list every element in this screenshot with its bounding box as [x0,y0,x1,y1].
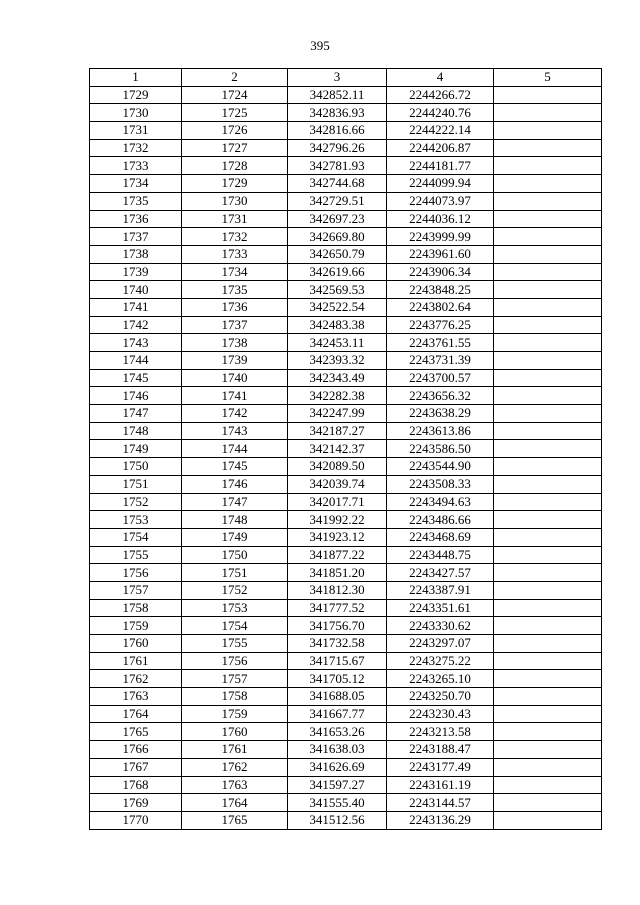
table-cell-col-4: 2243638.29 [387,405,494,423]
table-row [90,564,602,582]
table-cell-col-3: 341732.58 [288,635,387,653]
table-cell-col-4: 2243700.57 [387,369,494,387]
table-cell-col-2: 1747 [182,493,288,511]
table-cell-col-1: 1730 [90,104,182,122]
table-cell-col-4: 2243961.60 [387,245,494,263]
table-cell-col-2: 1755 [182,635,288,653]
table-cell-col-3: 341777.52 [288,599,387,617]
table-cell-col-4: 2244073.97 [387,192,494,210]
table-row [90,352,602,370]
table-cell-col-5 [494,352,602,370]
table-cell-col-4: 2243761.55 [387,334,494,352]
table-cell-col-3: 342744.68 [288,175,387,193]
table-cell-col-3: 341512.56 [288,811,387,829]
table-cell-col-1: 1754 [90,528,182,546]
table-cell-col-4: 2244240.76 [387,104,494,122]
table-cell-col-4: 2243351.61 [387,599,494,617]
table-row [90,316,602,334]
table-cell-col-2: 1727 [182,139,288,157]
table-row [90,157,602,175]
table-cell-col-5 [494,369,602,387]
table-cell-col-5 [494,794,602,812]
table-cell-col-1: 1758 [90,599,182,617]
table-cell-col-2: 1729 [182,175,288,193]
table-row [90,298,602,316]
table-cell-col-2: 1737 [182,316,288,334]
table-cell-col-5 [494,564,602,582]
table-row [90,210,602,228]
table-cell-col-5 [494,192,602,210]
table-cell-col-1: 1739 [90,263,182,281]
table-cell-col-3: 342282.38 [288,387,387,405]
table-cell-col-5 [494,758,602,776]
table-cell-col-1: 1755 [90,546,182,564]
table-cell-col-2: 1739 [182,352,288,370]
table-cell-col-2: 1733 [182,245,288,263]
table-cell-col-3: 341638.03 [288,741,387,759]
table-cell-col-3: 342142.37 [288,440,387,458]
table-cell-col-4: 2243250.70 [387,688,494,706]
column-header-3: 3 [288,69,387,87]
table-row [90,334,602,352]
table-cell-col-3: 342017.71 [288,493,387,511]
table-cell-col-5 [494,617,602,635]
table-cell-col-5 [494,581,602,599]
table-cell-col-4: 2243656.32 [387,387,494,405]
table-cell-col-5 [494,210,602,228]
table-cell-col-4: 2244266.72 [387,86,494,104]
table-cell-col-4: 2243586.50 [387,440,494,458]
table-cell-col-1: 1742 [90,316,182,334]
table-cell-col-1: 1734 [90,175,182,193]
table-cell-col-2: 1746 [182,475,288,493]
table-row [90,688,602,706]
table-row [90,104,602,122]
table-cell-col-1: 1751 [90,475,182,493]
table-cell-col-2: 1736 [182,298,288,316]
table-cell-col-4: 2243188.47 [387,741,494,759]
column-header-4: 4 [387,69,494,87]
table-cell-col-1: 1745 [90,369,182,387]
table-cell-col-5 [494,528,602,546]
table-cell-col-2: 1724 [182,86,288,104]
table-cell-col-1: 1752 [90,493,182,511]
table-cell-col-1: 1737 [90,228,182,246]
table-cell-col-2: 1745 [182,458,288,476]
table-cell-col-3: 342453.11 [288,334,387,352]
table-row [90,475,602,493]
table-cell-col-5 [494,599,602,617]
table-cell-col-1: 1766 [90,741,182,759]
table-cell-col-4: 2243448.75 [387,546,494,564]
table-cell-col-1: 1767 [90,758,182,776]
coordinates-table [89,68,602,830]
table-row [90,528,602,546]
table-cell-col-3: 342852.11 [288,86,387,104]
table-cell-col-1: 1743 [90,334,182,352]
column-header-1: 1 [90,69,182,87]
table-cell-col-2: 1762 [182,758,288,776]
table-cell-col-2: 1751 [182,564,288,582]
table-row [90,122,602,140]
table-cell-col-3: 342089.50 [288,458,387,476]
table-row [90,139,602,157]
table-cell-col-4: 2243494.63 [387,493,494,511]
table-cell-col-1: 1733 [90,157,182,175]
table-row [90,86,602,104]
table-row [90,741,602,759]
table-cell-col-3: 342039.74 [288,475,387,493]
table-cell-col-2: 1735 [182,281,288,299]
table-cell-col-4: 2243161.19 [387,776,494,794]
table-row [90,546,602,564]
table-row [90,228,602,246]
table-cell-col-1: 1735 [90,192,182,210]
table-cell-col-4: 2243387.91 [387,581,494,599]
page-number: 395 [310,38,330,53]
table-cell-col-3: 341812.30 [288,581,387,599]
table-cell-col-4: 2244036.12 [387,210,494,228]
table-cell-col-3: 341555.40 [288,794,387,812]
table-cell-col-1: 1740 [90,281,182,299]
table-cell-col-1: 1756 [90,564,182,582]
table-cell-col-4: 2243144.57 [387,794,494,812]
table-cell-col-1: 1736 [90,210,182,228]
table-cell-col-4: 2244181.77 [387,157,494,175]
table-cell-col-5 [494,86,602,104]
table-cell-col-5 [494,263,602,281]
table-cell-col-3: 342522.54 [288,298,387,316]
table-row [90,723,602,741]
table-cell-col-5 [494,157,602,175]
table-cell-col-3: 342836.93 [288,104,387,122]
table-cell-col-3: 342343.49 [288,369,387,387]
table-row [90,458,602,476]
table-cell-col-3: 342697.23 [288,210,387,228]
table-cell-col-5 [494,475,602,493]
table-cell-col-1: 1741 [90,298,182,316]
table-cell-col-5 [494,422,602,440]
table-cell-col-2: 1734 [182,263,288,281]
table-cell-col-5 [494,511,602,529]
table-cell-col-1: 1763 [90,688,182,706]
table-cell-col-2: 1765 [182,811,288,829]
table-cell-col-2: 1743 [182,422,288,440]
table-row [90,670,602,688]
table-row [90,263,602,281]
table-cell-col-2: 1758 [182,688,288,706]
table-cell-col-5 [494,334,602,352]
table-row [90,281,602,299]
table-cell-col-3: 341715.67 [288,652,387,670]
table-cell-col-2: 1764 [182,794,288,812]
table-cell-col-2: 1742 [182,405,288,423]
table-row [90,387,602,405]
table-row [90,440,602,458]
table-cell-col-4: 2243427.57 [387,564,494,582]
table-cell-col-1: 1731 [90,122,182,140]
table-row [90,811,602,829]
table-cell-col-2: 1749 [182,528,288,546]
table-cell-col-5 [494,652,602,670]
table-cell-col-3: 342483.38 [288,316,387,334]
table-cell-col-3: 342247.99 [288,405,387,423]
table-cell-col-5 [494,635,602,653]
table-cell-col-2: 1732 [182,228,288,246]
table-cell-col-4: 2243486.66 [387,511,494,529]
table-row [90,192,602,210]
table-cell-col-5 [494,546,602,564]
table-cell-col-5 [494,776,602,794]
table-cell-col-2: 1748 [182,511,288,529]
table-cell-col-1: 1770 [90,811,182,829]
table-cell-col-3: 341923.12 [288,528,387,546]
table-cell-col-1: 1762 [90,670,182,688]
table-cell-col-3: 341705.12 [288,670,387,688]
table-cell-col-4: 2243297.07 [387,635,494,653]
table-cell-col-2: 1744 [182,440,288,458]
table-cell-col-1: 1732 [90,139,182,157]
table-row [90,758,602,776]
table-cell-col-2: 1725 [182,104,288,122]
table-row [90,617,602,635]
table-row [90,245,602,263]
table-cell-col-5 [494,458,602,476]
table-cell-col-3: 342393.32 [288,352,387,370]
table-cell-col-1: 1748 [90,422,182,440]
table-cell-col-2: 1752 [182,581,288,599]
table-cell-col-5 [494,245,602,263]
table-cell-col-2: 1759 [182,705,288,723]
table-cell-col-3: 342796.26 [288,139,387,157]
table-cell-col-1: 1769 [90,794,182,812]
table-cell-col-3: 342781.93 [288,157,387,175]
table-cell-col-2: 1750 [182,546,288,564]
table-cell-col-2: 1730 [182,192,288,210]
table-cell-col-4: 2244206.87 [387,139,494,157]
table-cell-col-1: 1765 [90,723,182,741]
table-cell-col-3: 342729.51 [288,192,387,210]
table-row [90,705,602,723]
table-cell-col-1: 1729 [90,86,182,104]
table-cell-col-1: 1744 [90,352,182,370]
column-header-2: 2 [182,69,288,87]
table-cell-col-3: 342816.66 [288,122,387,140]
table-cell-col-5 [494,175,602,193]
header-row [90,69,602,87]
table-body [90,86,602,829]
table-cell-col-5 [494,705,602,723]
table-cell-col-5 [494,281,602,299]
table-cell-col-2: 1728 [182,157,288,175]
table-cell-col-1: 1746 [90,387,182,405]
table-cell-col-2: 1761 [182,741,288,759]
table-cell-col-2: 1753 [182,599,288,617]
table-cell-col-4: 2243330.62 [387,617,494,635]
table-cell-col-1: 1747 [90,405,182,423]
table-cell-col-4: 2243999.99 [387,228,494,246]
table-cell-col-1: 1760 [90,635,182,653]
table-header [90,69,602,87]
table-cell-col-2: 1763 [182,776,288,794]
table-cell-col-4: 2243275.22 [387,652,494,670]
table-cell-col-4: 2244222.14 [387,122,494,140]
table-cell-col-4: 2243177.49 [387,758,494,776]
table-cell-col-5 [494,493,602,511]
table-cell-col-4: 2243136.29 [387,811,494,829]
table-cell-col-5 [494,122,602,140]
table-row [90,175,602,193]
table-row [90,369,602,387]
table-cell-col-5 [494,741,602,759]
table-cell-col-3: 341653.26 [288,723,387,741]
table-row [90,794,602,812]
table-cell-col-2: 1740 [182,369,288,387]
table-cell-col-1: 1761 [90,652,182,670]
table-cell-col-3: 341597.27 [288,776,387,794]
table-cell-col-3: 342569.53 [288,281,387,299]
table-cell-col-5 [494,139,602,157]
table-cell-col-3: 342619.66 [288,263,387,281]
table-row [90,422,602,440]
table-cell-col-4: 2243613.86 [387,422,494,440]
table-cell-col-4: 2243802.64 [387,298,494,316]
table-cell-col-2: 1754 [182,617,288,635]
table-cell-col-4: 2243906.34 [387,263,494,281]
table-cell-col-4: 2243230.43 [387,705,494,723]
table-cell-col-2: 1726 [182,122,288,140]
table-cell-col-4: 2244099.94 [387,175,494,193]
table-cell-col-4: 2243544.90 [387,458,494,476]
table-cell-col-3: 341851.20 [288,564,387,582]
table-cell-col-5 [494,316,602,334]
table-cell-col-2: 1741 [182,387,288,405]
table-cell-col-2: 1731 [182,210,288,228]
table-row [90,493,602,511]
table-cell-col-5 [494,298,602,316]
table-row [90,511,602,529]
table-cell-col-2: 1738 [182,334,288,352]
table-cell-col-2: 1760 [182,723,288,741]
table-cell-col-2: 1756 [182,652,288,670]
table-cell-col-4: 2243848.25 [387,281,494,299]
table-cell-col-3: 341877.22 [288,546,387,564]
table-cell-col-1: 1757 [90,581,182,599]
table-cell-col-3: 342669.80 [288,228,387,246]
column-header-5: 5 [494,69,602,87]
table-cell-col-5 [494,688,602,706]
table-cell-col-5 [494,387,602,405]
table-cell-col-1: 1759 [90,617,182,635]
table-row [90,635,602,653]
table-row [90,599,602,617]
table-cell-col-1: 1764 [90,705,182,723]
table-cell-col-3: 341756.70 [288,617,387,635]
table-cell-col-3: 342187.27 [288,422,387,440]
table-cell-col-5 [494,440,602,458]
table-cell-col-1: 1768 [90,776,182,794]
table-cell-col-4: 2243265.10 [387,670,494,688]
table-cell-col-5 [494,104,602,122]
table-cell-col-1: 1750 [90,458,182,476]
table-row [90,581,602,599]
table-cell-col-5 [494,670,602,688]
table-cell-col-1: 1753 [90,511,182,529]
table-row [90,405,602,423]
table-cell-col-1: 1738 [90,245,182,263]
table-cell-col-5 [494,228,602,246]
table-cell-col-4: 2243213.58 [387,723,494,741]
table-cell-col-5 [494,723,602,741]
table-cell-col-5 [494,811,602,829]
table-cell-col-1: 1749 [90,440,182,458]
table-cell-col-4: 2243508.33 [387,475,494,493]
table-cell-col-3: 341688.05 [288,688,387,706]
table-cell-col-3: 341667.77 [288,705,387,723]
table-cell-col-3: 342650.79 [288,245,387,263]
table-cell-col-5 [494,405,602,423]
table-cell-col-2: 1757 [182,670,288,688]
table-row [90,652,602,670]
table-cell-col-3: 341626.69 [288,758,387,776]
table-cell-col-3: 341992.22 [288,511,387,529]
table-cell-col-4: 2243776.25 [387,316,494,334]
table-row [90,776,602,794]
table-cell-col-4: 2243731.39 [387,352,494,370]
table-cell-col-4: 2243468.69 [387,528,494,546]
